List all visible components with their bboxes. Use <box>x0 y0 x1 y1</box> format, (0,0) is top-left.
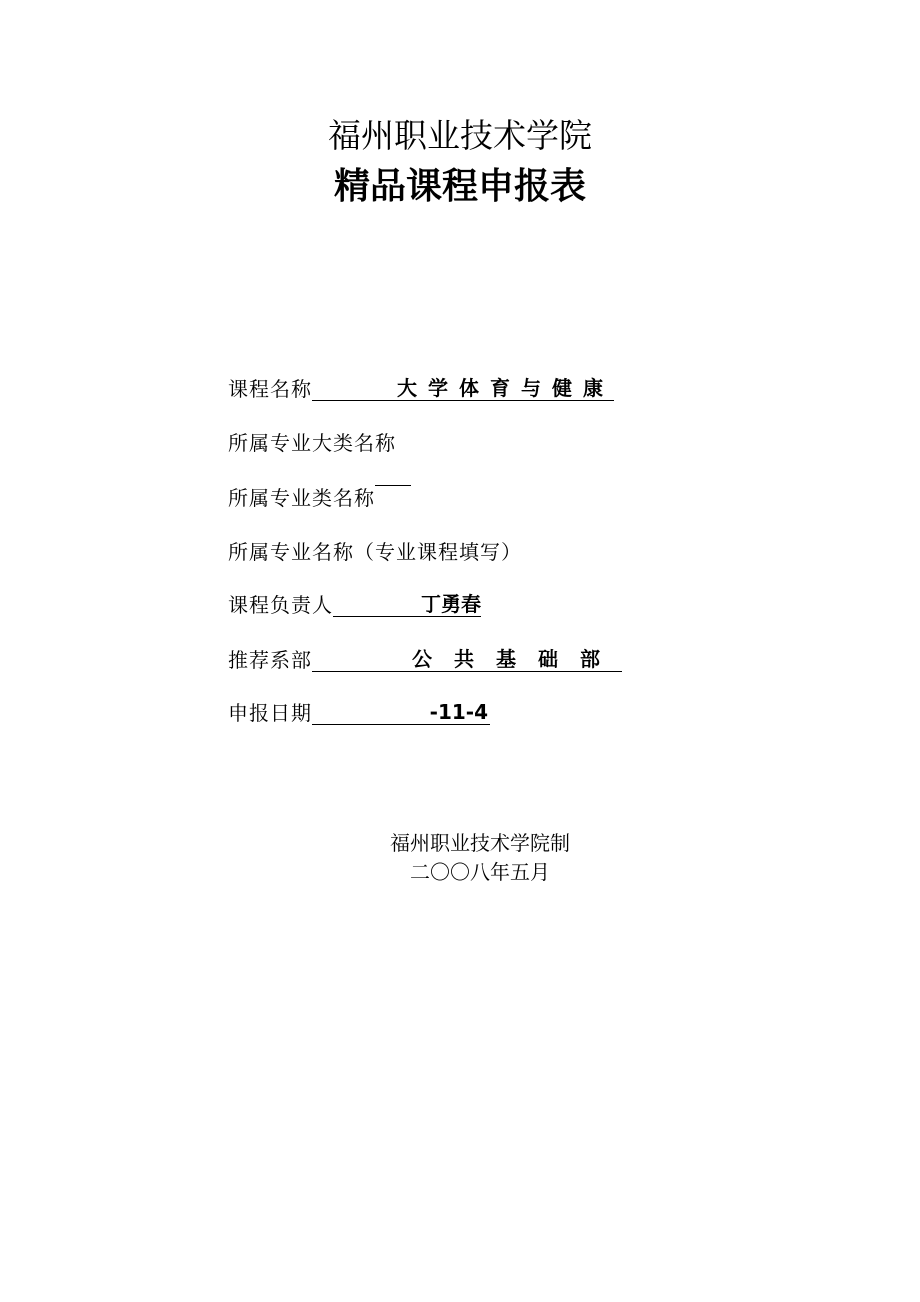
course-name-label: 课程名称 <box>228 377 312 401</box>
report-date-field <box>228 698 490 728</box>
course-name-value: 大学体育与健康 <box>312 376 614 401</box>
report-date-value: -11-4 <box>312 700 490 725</box>
school-title: 福州职业技术学院 <box>328 116 592 155</box>
recommending-dept-label: 推荐系部 <box>228 648 312 672</box>
major-category-label: 所属专业大类名称 <box>228 431 396 455</box>
issuer-line: 福州职业技术学院制 <box>390 831 570 855</box>
issue-date-line: 二〇〇八年五月 <box>410 860 550 884</box>
major-name-label: 所属专业名称（专业课程填写） <box>228 540 522 564</box>
major-category-field <box>228 428 396 458</box>
course-leader-value: 丁勇春 <box>333 592 481 617</box>
course-leader-label: 课程负责人 <box>228 593 333 617</box>
recommending-dept-field <box>228 645 622 675</box>
course-leader-field <box>228 590 481 620</box>
major-name-field <box>228 537 522 567</box>
major-type-field <box>228 483 411 513</box>
course-name-field <box>228 374 614 404</box>
recommending-dept-value: 公共基础部 <box>312 647 622 672</box>
major-type-value <box>375 485 411 486</box>
report-date-label: 申报日期 <box>228 701 312 725</box>
major-type-label: 所属专业类名称 <box>228 486 375 510</box>
form-title: 精品课程申报表 <box>333 165 586 207</box>
